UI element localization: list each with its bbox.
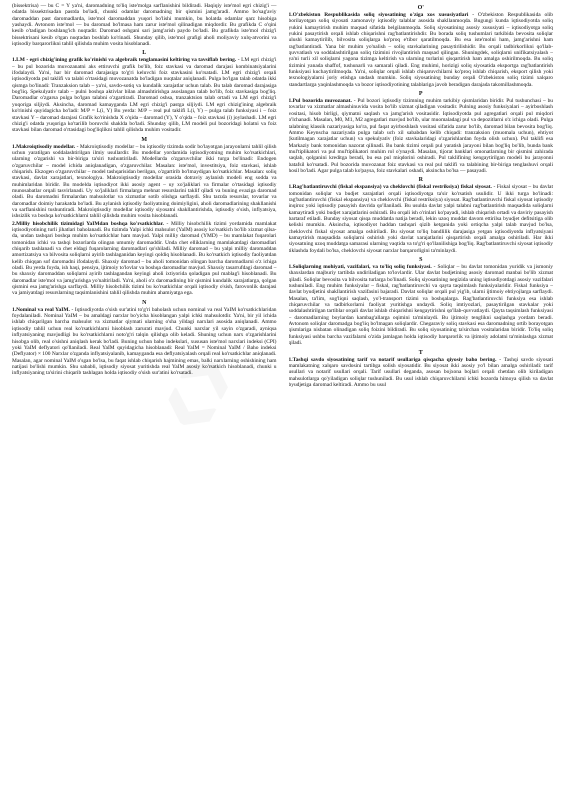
question-paragraph	[12, 221, 277, 297]
question-title: 1.Tashqi savdo siyosatining tarif va notarif usullariga qisqacha qiyosiy baho bering.	[288, 356, 497, 363]
question-title: 1.Makroiqtisodiy modellar.	[12, 143, 76, 150]
paragraph-text: - Tashqi savdo siyosati mamlakatning xalqaro savdosini tartibga solish siyosatidir. Bu siyosat ikki asosiy yo'l bilan amalga oshiriladi: tarif usullari va notarif usullari orqali. Tarif usullari deganda, asosan bojxona bojlari orqali chetdan olib kiriladigan mahsulotlarga qo'yiladigan soliqlar tushuniladi. Bu usul ishlab chiqaruvchilarni ichki bozorda himoya qilish va davlat byudjetiga daromad keltiradi. Ammo bu usul	[288, 356, 553, 388]
question-title: 1.Rag'batlantiruvchi (fiskal ekspansiya) va cheklovchi (fiskal restriksiya) fiskal siyosat.	[288, 184, 492, 191]
paragraph-text: (bissektrisa) — bu C = Y ya'ni, daromadning to'liq iste'molga sarflanishini bildiradi. Haqiqiy iste'mol egri chizig'i — odatda bissektrisadan pastda bo'ladi, chunki odamlar daromadning bir qismini jamg'aradi. Ammo bo'sag'aviy daromaddan past daromadlarda, iste'mol daromaddan yuqori bo'lishi mumkin, bu holatda odamlar qarz hisobiga yashaydi. Avtonom iste'mol — bu daromad bo'lmasa ham zarur iste'mol qilinadigan miqdordir. Bu grafikda C o'qini kesib o'tadigan boshlang'ich nuqtadir. Daromad oshgani sari jamg'arish paydo bo'ladi. Bu grafikda iste'mol chizig'i bissektrisani kesib o'tgan nuqtadan boshlab ko'rinadi. Shunday qilib, iste'mol grafigi aholi moliyaviy xulq-atvorini va iqtisodiy barqarorlikni tahlil qilishda muhim vosita hisoblanadi.	[12, 3, 277, 48]
question-paragraph	[289, 357, 554, 389]
section-letter-p: P	[418, 91, 423, 98]
section-letter-n: N	[142, 299, 147, 306]
paragraph-text: - Pul bozori iqtisodiy tizimning muhim tarkibiy qismlaridan biridir. Pul tushunchasi – bu tovarlar va xizmatlar almashinuvida vosita bo'lib xizmat qiladigan vositadir. Pulning asosiy funksiyalari – ayirboshlash vositasi, hisob birligi, qiymatni saqlash va jamg'arish vositasidir. Iqtisodiyotda pul agregatlari orqali pul miqdori o'lchanadi. Masalan, M0, M1, M2 agregatlari mavjud bo'lib, ular muomaladagi pul va depozitlarni o'z ichiga oladi. Pulga talabning klassik nazariyasiga ko'ra, pul faqat ayirboshlash vositasi sifatida zarur bo'lib, daromad bilan bevosita bog'liq. Ammo Keynscha nazariyada pulga talab uch xil sababdan kelib chiqadi: tranzaksion (muomala uchun), ehtiyot (kutilmagan xarajatlar uchun) va spekulyativ (foiz stavkalaridagi o'zgarishlardan foyda olish uchun). Pul taklifi esa Markaziy bank tomonidan nazorat qilinadi. Bu bank tizimi orqali pul yaratish jarayoni bilan bog'liq bo'lib, bunda bank mul'tiplikatori va pul mul'tiplikatori muhim rol o'ynaydi. Masalan, tijorat banklari omonatlarning bir qismini zahirada saqlab, qolganini kreditga beradi, bu esa pul miqdorini oshiradi. Pul taklifining kengaytirilgan modeli bu jarayonni batafsil ko'rsatadi. Pul bozorida muvozanat foiz stavkasi va real pul taklifi va talabining bir-biriga tenglashuvi orqali hosil bo'ladi. Agar pulga talab ko'paysa, foiz stavkalari oshadi, aksincha bo'lsa — pasayadi.	[288, 98, 553, 174]
section-letter-m: M	[141, 136, 148, 143]
question-paragraph	[289, 184, 554, 254]
section-letter-r: R	[418, 177, 423, 184]
question-paragraph	[12, 144, 277, 220]
question-paragraph	[12, 307, 277, 377]
left-column	[12, 3, 277, 800]
paragraph-text: - Makroiqtisodiy modellar – bu iqtisodiy tizimda sodir bo'layotgan jarayonlarni tahlil qilish uchun yaratilgan soddalashtirilgan ilmiy usullardir. Bu modellar yordamida iqtisodiyotning muhim ko'rsatkichlari, ularning o'zgarishi va bir-biriga ta'siri tushuntiriladi. Modellarda o'zgaruvchilar ikki turga bo'linadi: Endogen o'zgaruvchilar – model ichida aniqlanadigan, o'zgaruvchilar. Masalan: iste'mol, investitsiya, foiz stavkasi, ishlab chiqarish. Ekzogen o'zgaruvchilar – model tashqarisidan berilgan, o'zgartirib bo'lmaydigan ko'rsatkichlar. Masalan: soliq stavkasi, davlat xarajatlari, texnologiya. Makroiqtisodiy modellar orasida dotraviy aylanish modeli eng sodda va muhimlaridan biridir. Bu modelda iqtisodiyot ikki asosiy agent – uy xo'jaliklari va firmalar o'rtasidagi iqtisodiy munosabatlar orqali tasvirlanadi. Uy xo'jaliklari firmalarga mehnat resurslarini taklif qiladi va buning evaziga daromad oladi. Bu daromadni firmalardan mahsulotlar va xizmatlar sotib olishga sarflaydi. Shu tarzda resurslar, tovarlar va daromadlar doimiy harakatda bo'ladi. Bu aylanish iqtisodiy faoliyatning doimiyligini, aholi daromadlarining shakllanishi va sarflanishini tushuntiradi. Makroiqtisodiy modellar iqtisodiy siyosatni shakllantirishda, iqtisodiy o'sish, inflyatsiya, ishsizlik va boshqa ko'rsatkichlarni tahlil qilishda muhim vosita hisoblanadi.	[12, 143, 277, 220]
paragraph-text: - Soliqlar – bu davlat tomonidan yuridik va jismoniy shaxslardan majburiy tartibda undiriladigan to'lovlardir. Ular davlat budjetining asosiy daromad manbai bo'lib xizmat qiladi. Soliqlar bevosita va bilvosita turlarga bo'linadi. Soliq siyosatining negizida uning iqtisodiyotdagi asosiy vazifalari tushuniladi. Eng muhim funksiyalar – fiskal, rag'batlantiruvchi va qayta taqsimlash funksiyalaridir. Fiskal funksiya – davlat byudjetini shakllantirish vazifasini bajaradi. Davlat soliqlar orqali pul yig'ib, ularni ijtimoiy ehtiyojlarga sarflaydi. Masalan, ta'lim, sog'liqni saqlash, yo'l-transport tizimi va boshqalarga. Rag'batlantiruvchi funksiya esa ishlab chiqaruvchilar va tadbirkorlarni faoliyat yuritishga undaydi. Soliq imtiyozlari, pasaytirilgan stavkalar yoki soddalashtirilgan tartiblar orqali davlat ishlab chiqarishni kengaytirishni qo'llab-quvvatlaydi. Qayta taqsimlash funksiyasi – daromadlarning boylardan kambag'allarga oqimini ta'minlaydi. Bu ijtimoiy tenglikni saqlashga yordam beradi. Avtonom soliqlar daromadga bog'liq bo'lmagan soliqlardir. Chegaraviy soliq stavkasi esa daromadning ortib borayotgan qismlariga nisbatan olinadigan soliq foizini bildiradi. Bu soliq siyosatining ta'sirchan vositalaridan biridir. To'liq soliq funksiyasi ushbu barcha vazifalarni o'zida jamlagan holda iqtisodiy barqarorlik va ijtimoiy adolatni ta'minlashga xizmat qiladi.	[288, 264, 553, 347]
paragraph-text: - LM egri chizig'i – bu pul bozorida muvozanatni aks ettiruvchi grafik bo'lib, foiz stavkasi va daromad darajasi kombinatsiyalarini ifodalaydi. Ya'ni, har bir daromad darajasiga to'g'ri keluvchi foiz stavkasini ko'rsatadi. LM egri chizig'i orqali iqtisodiyotda pul taklifi va talabi o'rtasidagi muvozanatda bo'ladigan nuqtalar aniqlanadi. Pulga bo'lgan talab odatda ikki qismga bo'linadi: Tranzaksion talab – ya'ni, savdo-sotiq va kundalik xarajatlar uchun talab. Bu talab daromad darajasiga bog'liq. Spekulyativ talab – pulni boshqa aktivlar bilan almashtirishga asoslangan talab bo'lib, foiz stavkasiga bog'liq. Daromadlar o'zgarsa pulga bo'lgan talabni o'zgartiradi. Daromad oshsa, tranzaktsion talab ortadi va LM egri chizig'i yuqoriga siljiydi. Aksincha, daromad kamayganda LM egri chizig'i pastga siljiydi. LM egri chizig'ining algebraik ko'rinishi quyidagicha bo'ladi: M/P = L(i, Y) Bu yerda: M/P – real pul taklifi L(i, Y) – pulga talab funksiyasi i – foiz stavkasi Y – daromad darajasi Grafik ko'rinishda X o'qida – daromad (Y), Y o'qida – foiz stavkasi (i) joylashadi. LM egri chizig'i odatda yuqoriga ko'tarilib boruvchi shaklda bo'ladi. Shunday qilib, LM modeli pul bozoridagi holatni va foiz stavkasi bilan daromad o'rtasidagi bog'liqlikni tahlil qilishda muhim vositadir.	[12, 57, 277, 134]
question-paragraph	[289, 12, 554, 88]
question-title: 1.Pul bozorida muvozanat.	[288, 98, 352, 105]
question-title: 2.Milliy hisobchilik tizimidagi YaIMdan boshqa ko'rsatkichlar.	[12, 220, 164, 227]
section-letter-l: L	[142, 50, 147, 57]
question-paragraph	[289, 264, 554, 346]
text-paragraph	[12, 3, 277, 47]
paragraph-text: - Milliy hisobchilik tizimi yordamida mamlakat iqtisodiyotining turli jihatlari baholanadi. Bu tizimda Yalpi ichki mahsulot (YaIM) asosiy ko'rsatkich bo'lib xizmat qilsa-da, undan tashqari boshqa muhim ko'rsatkichlar ham mavjud. Yalpi milliy daromad (YMD) – bu mamlakat fuqarolari tomonidan ichki va tashqi bozorlarda olingan umumiy daromaddir. Unda chet elliklarning mamlakatdagi daromadlari chiqarib tashlanadi va chet eldagi fuqarolarning daromadlari qo'shiladi. Milliy daromad – bu yalpi milliy daromaddan amortizatsiya va bilvosita soliqlarni ayirib tashlaganidan keyingi qoldiq hisoblanadi. Bu ko'rsatkich iqtisodiy faoliyatdan kelib chiqqan sof daromadni ifodalaydi. Shaxsiy daromad – bu aholi tomonidan olingan barcha daromadlarni o'z ichiga oladi. Bu yerda foyda, ish haqi, pensiya, ijtimoiy to'lovlar va boshqa daromadlar mavjud. Shaxsiy tasarrufdagi daromad – bu shaxsiy daromaddan soliqlarni ayirib tashlagandan keyingi aholi ixtiyorida qoladigan pul mablag'i hisoblanadi. Bu daromadlar iste'mol va jamg'arishga yo'naltiriladi. Ya'ni, aholi o'z daromadining bir qismini kundalik xarajatlarga, qolgan qismini esa jamg'arishga sarflaydi. Milliy hisobchilik tizimi bu ko'rsatkichlar orqali iqtisodiy o'sish, farovonlik darajasi va jamiyatdagi resurslarning taqsimlanishini tahlil qilishda muhim ahamiyatga ega.	[12, 220, 277, 297]
question-title: 1.O'zbekiston Respublikasida soliq siyosatining o'ziga xos xususiyatlari	[288, 12, 469, 18]
question-paragraph	[289, 98, 554, 174]
question-title: 1.Soliqlarning mohiyati, vazifalari, va to'liq soliq funksiyasi.	[288, 264, 432, 271]
question-title: 1.LM - egri chizig'ining grafik ko'rinishi va algebraik tenglamasini keltiring va tavsiflab bering.	[12, 57, 237, 64]
section-letter-o: O'	[417, 5, 424, 11]
paragraph-text: - Iqtisodiyotda o'sish sur'atini to'g'ri baholash uchun nominal va real YaIM ko'rsatkichlaridan foydalaniladi. Nominal YaIM – bu amaldagi narxlar bo'yicha hisoblangan yalpi ichki mahsulotdir. Ya'ni, bir yil ichida ishlab chiqarilgan barcha mahsulot va xizmatlar qiymati ularning o'sha yildagi narxlari asosida aniqlanadi. Ammo iqtisodiy tahlil uchun real ko'rsatkichlarni hisoblash zarurati mavjud. Chunki narxlar yil sayin o'zgaradi, ayniqsa inflyatsiyaning mavjudligi bu ko'rsatkichlarni noto'g'ri talqin qilishga olib keladi. Shuning uchun narx o'zgarishlarini hisobga olib, real o'sishni aniqlash kerak bo'ladi. Buning uchun baho indekslari, xususan iste'mol narxlari indeksi (CPI) yoki YaIM deflyatori qo'llaniladi. Real YaIM quyidagicha hisoblanadi: Real YaIM = Nominal YaIM / Baho indeksi (Deflyator) × 100 Narxlar o'zganda inflyatsiyalanib, kamayganda esa deflyatsiyalash orqali real ko'rsatkichlar aniqlanadi. Masalan, agar nominal YaIM o'sgan bo'lsa, bu faqat ishlab chiqarish hajmining emas, balki narxlarning oshishining ham natijasi bo'lishi mumkin. Shu sababli, iqtisodiy siyosat yuritishda real YaIM asosiy ko'rsatkich hisoblanadi, chunki u inflyatsiyaning ta'sirini chiqarib tashlagan holda iqtisodiy o'sish sur'atini ko'rsatadi.	[12, 306, 277, 377]
right-column	[289, 3, 554, 800]
section-letter-s: S	[419, 257, 423, 264]
section-letter-t: T	[418, 349, 423, 356]
question-title: 1.Nominal va real YaIM.	[12, 306, 70, 313]
question-paragraph	[12, 57, 277, 133]
paragraph-text: - Fiskal siyosat – bu davlat tomonidan soliqlar va budjet xarajatlari orqali iqtisodiyotga ta'sir ko'rsatish usulidir. U ikki turga bo'linadi: rag'batlantiruvchi (fiskal ekspansiya) va cheklovchi (fiskal restriksiya) siyosat. Rag'batlantiruvchi fiskal siyosat iqtisodiy inqiroz yoki iqtisodiy pasayish davrida qo'llaniladi. Bu usulda davlat yalpi talabni rag'batlantirish maqsadida soliqlarni kamaytiradi yoki budjet xarajatlarini oshiradi. Bu orqali ish o'rinlari ko'payadi, ishlab chiqarish ortadi va daviriy pasayish bartaraf etiladi. Bunday siyosat qisqa muddatda natija beradi, lekin uzoq muddat davom ettirilsa byudjet defitsitiga olib kelishi mumkin. Aksincha, iqtisodiyot haddan tashqari qizib ketganida yoki ortiqcha yalpi talab mavjud bo'lsa, cheklovchi fiskal siyosat amalga oshiriladi. Bu siyosat to'liq bandlilik darajasiga yetgan iqtisodiyotda inflyatsiyani kamaytirish maqsadida soliqlarni oshirish yoki davlat xarajatlarini qisqartirish orqali amalga oshiriladi. Har ikki siyosatning uzoq muddatga samarasi ularning vaqtida va to'g'ri qo'llanilishiga bog'liq. Rag'batlantiruvchi siyosat iqtisodiy tiklashda foydali bo'lsa, cheklovchi siyosat narxlar barqarorligini ta'minlaydi.	[288, 184, 553, 254]
paragraph-text: - O'zbekiston Respublikasida olib borilayotgan soliq siyosati zamonaviy iqtisodiy talablar asosida shakllanmoqda. Bugungi kunda iqtisodiyotda soliq yukini kamaytirish muhim maqsad sifatida belgilanmoqda. Soliq siyosatining asosiy xususiyati – iqtisodiyotga soliq yukini pasaytirish orqali ishlab chiqarishni rag'batlantirishdir. Bu borada soliq tushumlari tarkibida bevosita soliqlar ulushi kamaytirilib, bilvosita soliqlarga ko'proq e'tibor qaratilmoqda. Bu esa iste'molni ham, jamg'arishni ham rag'batlantiradi. Yana bir muhim yo'nalish – soliq stavkalarining pasaytirilishidir. Bu orqali tadbirkorlikni qo'llab-quvvatlash va soddalashtirilgan soliq tizimini rivojlantirish maqsad qilingan. Shuningdek, soliqlarni unifikatsiyalash – ya'ni turli xil soliqlarni yagona tizimga keltirish va ularning turlarini qisqartirish ham amalga oshirilmoqda. Bu soliq tizimini yanada shaffof, tushunarli va samarali qiladi. Eng muhimi, horizigi soliq siyosatida eksportga rag'batlantirish funksiyasi kuchaytirilmoqda. Ya'ni, soliqlar orqali ishlab chiqaruvchilarni ko'proq ishlab chiqarish, eksport qilish yoki texnologiyalarni joriy etishga undash mumkin. Soliq siyosatining bunday orqali O'zbekiston soliq tizimi xalqaro standartlarga yaqinlashmoqda va bozor iqtisodiyotining talablariga javob beradigan darajada takomillashmoqda.	[288, 12, 553, 88]
